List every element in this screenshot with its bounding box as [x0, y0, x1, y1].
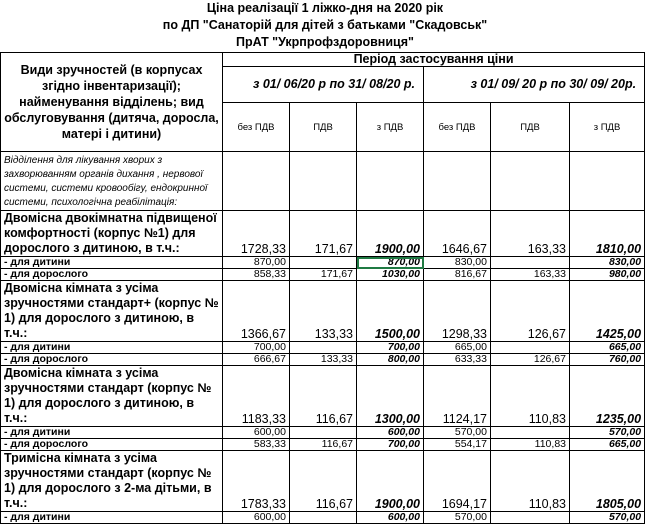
room-type-cell[interactable]: Двомісна кімната з усіма зручностями стандарт (корпус № 1) для дорослого з дитиною, в т.ч.: — [1, 366, 223, 427]
header-period2-cell[interactable]: з 01/ 09/ 20 р по 30/ 09/ 20р. — [424, 67, 645, 103]
row-label-cell[interactable]: - для дитини — [1, 512, 223, 524]
price-cell[interactable]: 1366,67 — [223, 281, 290, 342]
price-cell[interactable]: 583,33 — [223, 439, 290, 451]
price-cell[interactable]: 1235,00 — [570, 366, 645, 427]
row-label-cell[interactable]: - для дорослого — [1, 439, 223, 451]
doc-title-line3: ПрАТ "Укрпрофздоровниця" — [236, 35, 414, 49]
price-cell[interactable]: 700,00 — [357, 342, 424, 354]
price-cell[interactable]: 633,33 — [424, 354, 491, 366]
price-cell[interactable]: 830,00 — [424, 257, 491, 269]
price-cell[interactable] — [491, 257, 570, 269]
price-cell[interactable]: 110,83 — [491, 451, 570, 512]
header-period1-cell[interactable]: з 01/ 06/20 р по 31/ 08/20 р. — [223, 67, 424, 103]
empty-cell[interactable] — [491, 152, 570, 211]
empty-cell[interactable] — [357, 152, 424, 211]
doc-title-line1: Ціна реалізації 1 ліжко-дня на 2020 рік — [206, 1, 444, 15]
empty-cell[interactable] — [424, 152, 491, 211]
price-cell[interactable]: 1805,00 — [570, 451, 645, 512]
price-cell[interactable]: 1900,00 — [357, 211, 424, 257]
price-cell[interactable]: 163,33 — [491, 211, 570, 257]
price-cell[interactable]: 570,00 — [424, 512, 491, 524]
price-cell[interactable]: 1646,67 — [424, 211, 491, 257]
price-cell[interactable]: 110,83 — [491, 366, 570, 427]
price-cell[interactable]: 858,33 — [223, 269, 290, 281]
price-cell[interactable]: 1694,17 — [424, 451, 491, 512]
price-cell[interactable]: 570,00 — [570, 512, 645, 524]
price-cell[interactable]: 665,00 — [570, 439, 645, 451]
room-type-cell[interactable]: Двомісна двокімнатна підвищеної комфортності (корпус №1) для дорослого з дитиною, в т.ч.: — [1, 211, 223, 257]
price-cell[interactable]: 126,67 — [491, 281, 570, 342]
price-cell[interactable]: 600,00 — [223, 512, 290, 524]
price-cell[interactable]: 816,67 — [424, 269, 491, 281]
room-type-cell[interactable]: Тримісна кімната з усіма зручностями стандарт (корпус № 1) для дорослого з 2-ма дітьми, в т.ч.: — [1, 451, 223, 512]
price-cell[interactable] — [491, 427, 570, 439]
price-cell[interactable]: 110,83 — [491, 439, 570, 451]
price-cell[interactable]: 133,33 — [290, 354, 357, 366]
price-cell[interactable]: 980,00 — [570, 269, 645, 281]
price-cell[interactable]: 800,00 — [357, 354, 424, 366]
price-cell[interactable]: 665,00 — [424, 342, 491, 354]
row-label-cell[interactable]: - для дорослого — [1, 269, 223, 281]
header-with-vat-cell[interactable]: з ПДВ — [570, 103, 645, 152]
price-cell[interactable]: 1300,00 — [357, 366, 424, 427]
price-cell[interactable]: 570,00 — [424, 427, 491, 439]
selected-price-cell[interactable]: 870,00 — [357, 257, 424, 269]
header-no-vat-cell[interactable]: без ПДВ — [424, 103, 491, 152]
price-cell[interactable]: 1124,17 — [424, 366, 491, 427]
section-label-cell[interactable]: Відділення для лікування хворих з захворюванням органів дихання , нервової системи, системи кровообігу, ендокринної системи, психологічна реабілітація: — [1, 152, 223, 211]
row-label-cell[interactable]: - для дитини — [1, 342, 223, 354]
price-cell[interactable]: 666,67 — [223, 354, 290, 366]
price-cell[interactable]: 1425,00 — [570, 281, 645, 342]
price-cell[interactable] — [290, 427, 357, 439]
price-cell[interactable]: 554,17 — [424, 439, 491, 451]
price-cell[interactable]: 171,67 — [290, 211, 357, 257]
price-cell[interactable]: 1183,33 — [223, 366, 290, 427]
doc-title-line2: по ДП "Санаторій для дітей з батьками "Скадовськ" — [162, 18, 488, 32]
header-no-vat-cell[interactable]: без ПДВ — [223, 103, 290, 152]
price-cell[interactable]: 133,33 — [290, 281, 357, 342]
price-cell[interactable]: 171,67 — [290, 269, 357, 281]
row-label-cell[interactable]: - для дитини — [1, 427, 223, 439]
price-cell[interactable]: 600,00 — [357, 427, 424, 439]
price-cell[interactable] — [290, 257, 357, 269]
price-cell[interactable]: 1298,33 — [424, 281, 491, 342]
empty-cell[interactable] — [223, 152, 290, 211]
price-cell[interactable]: 760,00 — [570, 354, 645, 366]
price-cell[interactable] — [290, 512, 357, 524]
price-cell[interactable] — [491, 342, 570, 354]
price-cell[interactable]: 700,00 — [357, 439, 424, 451]
price-cell[interactable]: 600,00 — [357, 512, 424, 524]
header-vat-cell[interactable]: ПДВ — [491, 103, 570, 152]
price-cell[interactable]: 1900,00 — [357, 451, 424, 512]
price-cell[interactable]: 665,00 — [570, 342, 645, 354]
price-cell[interactable]: 116,67 — [290, 366, 357, 427]
price-cell[interactable]: 1728,33 — [223, 211, 290, 257]
price-table — [0, 52, 645, 524]
price-cell[interactable]: 830,00 — [570, 257, 645, 269]
price-cell[interactable] — [491, 512, 570, 524]
price-cell[interactable]: 116,67 — [290, 439, 357, 451]
price-cell[interactable]: 600,00 — [223, 427, 290, 439]
header-period-cell[interactable]: Період застосування ціни — [223, 53, 645, 67]
room-type-cell[interactable]: Двомісна кімната з усіма зручностями стандарт+ (корпус № 1) для дорослого з дитиною, в т.ч.: — [1, 281, 223, 342]
row-label-cell[interactable]: - для дитини — [1, 257, 223, 269]
price-cell[interactable]: 1783,33 — [223, 451, 290, 512]
price-cell[interactable]: 870,00 — [223, 257, 290, 269]
price-cell[interactable]: 570,00 — [570, 427, 645, 439]
price-cell[interactable]: 126,67 — [491, 354, 570, 366]
header-with-vat-cell[interactable]: з ПДВ — [357, 103, 424, 152]
price-cell[interactable]: 163,33 — [491, 269, 570, 281]
row-label-cell[interactable]: - для дорослого — [1, 354, 223, 366]
price-cell[interactable] — [290, 342, 357, 354]
empty-cell[interactable] — [290, 152, 357, 211]
empty-cell[interactable] — [570, 152, 645, 211]
price-cell[interactable]: 700,00 — [223, 342, 290, 354]
price-cell[interactable]: 1810,00 — [570, 211, 645, 257]
header-type-cell[interactable]: Види зручностей (в корпусах згідно інвентаризації); найменування відділень; вид обслуговування (дитяча, доросла, матері і дитини) — [1, 53, 223, 152]
price-cell[interactable]: 1500,00 — [357, 281, 424, 342]
price-cell[interactable]: 1030,00 — [357, 269, 424, 281]
header-vat-cell[interactable]: ПДВ — [290, 103, 357, 152]
price-cell[interactable]: 116,67 — [290, 451, 357, 512]
